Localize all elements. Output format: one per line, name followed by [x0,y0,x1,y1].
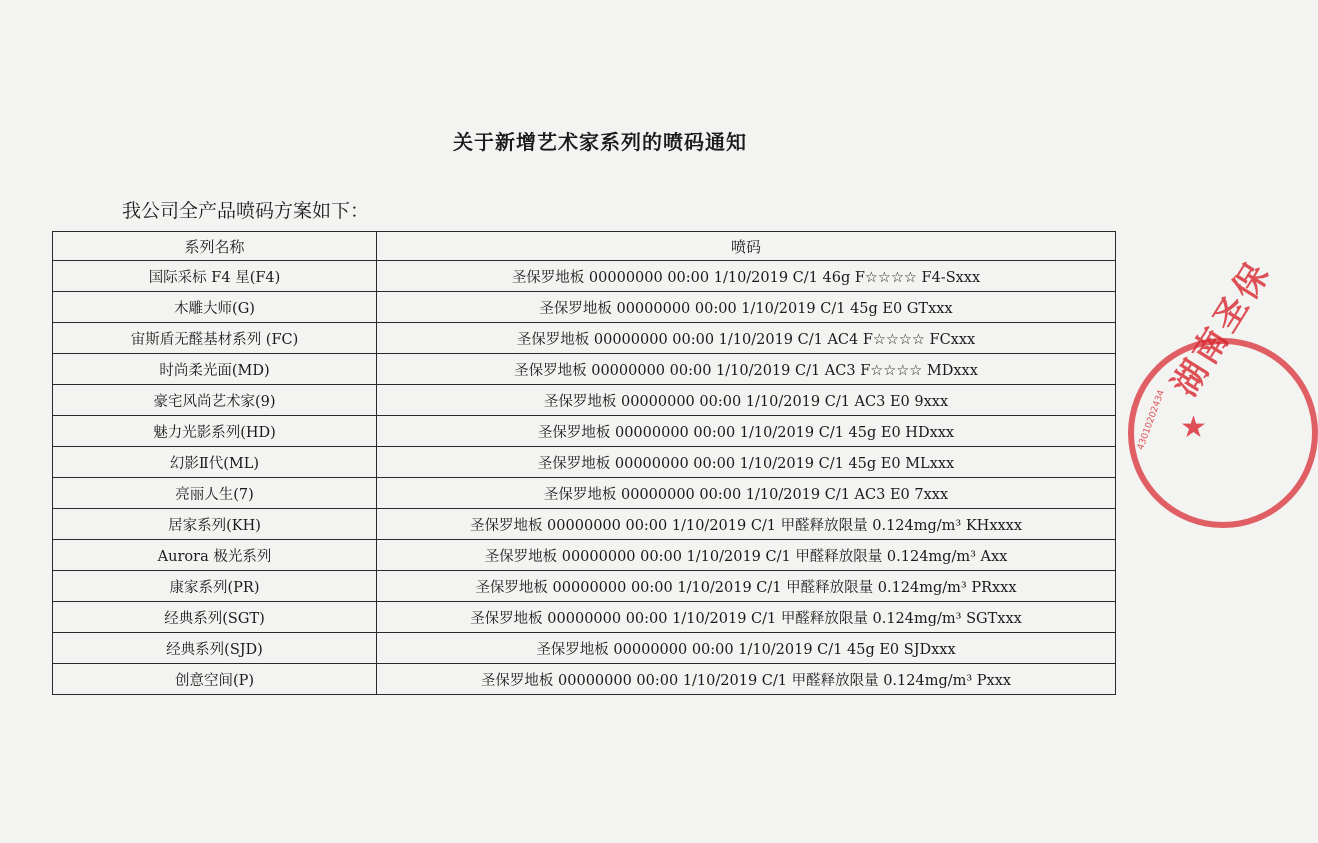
table-row [53,292,1116,323]
code-cell: 圣保罗地板 00000000 00:00 1/10/2019 C/1 45g E0 SJDxxx [377,633,1116,664]
company-seal [1128,338,1318,528]
code-cell: 圣保罗地板 00000000 00:00 1/10/2019 C/1 甲醛释放限量 0.124mg/m³ PRxxx [377,571,1116,602]
code-cell: 圣保罗地板 00000000 00:00 1/10/2019 C/1 46g F☆☆☆☆ F4-Sxxx [377,261,1116,292]
table-row [53,602,1116,633]
code-cell: 圣保罗地板 00000000 00:00 1/10/2019 C/1 AC3 E0 7xxx [377,478,1116,509]
table-row [53,478,1116,509]
table-row [53,323,1116,354]
series-name-cell: 宙斯盾无醛基材系列 (FC) [53,323,377,354]
code-cell: 圣保罗地板 00000000 00:00 1/10/2019 C/1 甲醛释放限量 0.124mg/m³ KHxxxx [377,509,1116,540]
code-cell: 圣保罗地板 00000000 00:00 1/10/2019 C/1 甲醛释放限量 0.124mg/m³ Pxxx [377,664,1116,695]
table-header-row [53,232,1116,261]
header-series-name: 系列名称 [53,232,377,261]
series-name-cell: 豪宅风尚艺术家(9) [53,385,377,416]
table-row [53,540,1116,571]
series-name-cell: 亮丽人生(7) [53,478,377,509]
table-row [53,633,1116,664]
star-icon: ★ [1180,410,1207,445]
series-name-cell: Aurora 极光系列 [53,540,377,571]
table-row [53,664,1116,695]
seal-text: 湖南圣保 [1164,253,1280,404]
series-name-cell: 幻影Ⅱ代(ML) [53,447,377,478]
code-cell: 圣保罗地板 00000000 00:00 1/10/2019 C/1 甲醛释放限量 0.124mg/m³ Axx [377,540,1116,571]
document-title: 关于新增艺术家系列的喷码通知 [453,130,747,154]
header-code: 喷码 [377,232,1116,261]
series-name-cell: 魅力光影系列(HD) [53,416,377,447]
code-cell: 圣保罗地板 00000000 00:00 1/10/2019 C/1 45g E0 GTxxx [377,292,1116,323]
series-name-cell: 时尚柔光面(MD) [53,354,377,385]
series-name-cell: 康家系列(PR) [53,571,377,602]
table-row [53,416,1116,447]
code-cell: 圣保罗地板 00000000 00:00 1/10/2019 C/1 AC3 F☆☆☆☆ MDxxx [377,354,1116,385]
intro-text: 我公司全产品喷码方案如下： [122,200,370,222]
table-row [53,354,1116,385]
table-row [53,509,1116,540]
table-row [53,447,1116,478]
table-row [53,385,1116,416]
code-table [52,231,1116,695]
series-name-cell: 居家系列(KH) [53,509,377,540]
series-name-cell: 国际采标 F4 星(F4) [53,261,377,292]
code-cell: 圣保罗地板 00000000 00:00 1/10/2019 C/1 45g E0 HDxxx [377,416,1116,447]
code-cell: 圣保罗地板 00000000 00:00 1/10/2019 C/1 45g E0 MLxxx [377,447,1116,478]
code-cell: 圣保罗地板 00000000 00:00 1/10/2019 C/1 AC4 F☆☆☆☆ FCxxx [377,323,1116,354]
series-name-cell: 木雕大师(G) [53,292,377,323]
table-row [53,571,1116,602]
table-row [53,261,1116,292]
series-name-cell: 创意空间(P) [53,664,377,695]
series-name-cell: 经典系列(SJD) [53,633,377,664]
series-name-cell: 经典系列(SGT) [53,602,377,633]
seal-number: 43010202434 [1136,388,1167,452]
code-cell: 圣保罗地板 00000000 00:00 1/10/2019 C/1 AC3 E0 9xxx [377,385,1116,416]
code-cell: 圣保罗地板 00000000 00:00 1/10/2019 C/1 甲醛释放限量 0.124mg/m³ SGTxxx [377,602,1116,633]
